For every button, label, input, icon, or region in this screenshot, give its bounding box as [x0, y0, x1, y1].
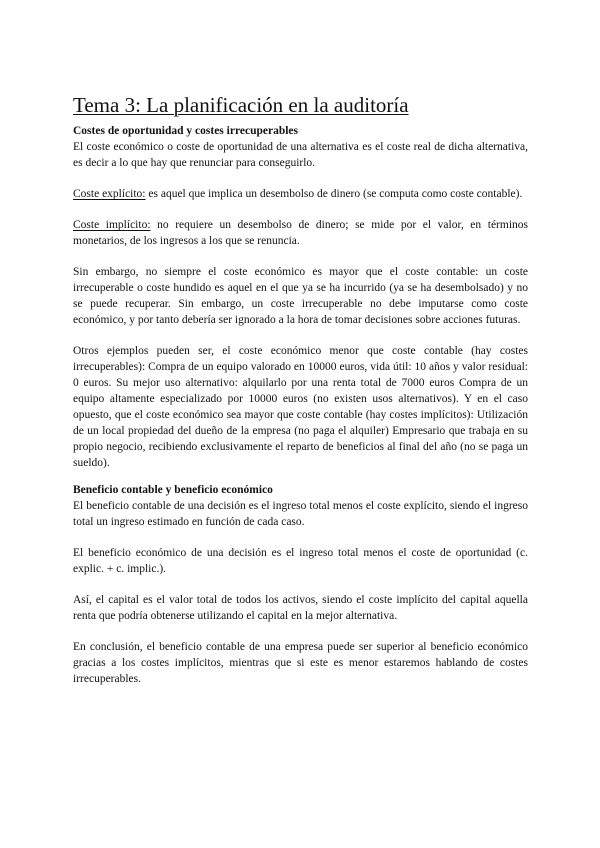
- paragraph: Otros ejemplos pueden ser, el coste económico menor que coste contable (hay costes irrecuperables): Compra de un equipo valorado en 10000 euros, vida útil: 10 años y valor residual: 0 euros. Su mejor uso alternativo: alquilarlo por una renta total de 7000 euros Compra de un equipo altamente especializado por 10000 euros (no existen usos alternativos). Y en el caso opuesto, que el coste económico sea mayor que coste contable (hay costes implícitos): Utilización de un local propiedad del dueño de la empresa (no paga el alquiler) Empresario que trabaja en su propio negocio, recibiendo exclusivamente el reparto de beneficios al final del año (no se paga un sueldo).: [73, 345, 528, 469]
- section-heading: Beneficio contable y beneficio económico: [73, 484, 273, 496]
- document-title: Tema 3: La planificación en la auditoría: [73, 93, 409, 117]
- paragraph: En conclusión, el beneficio contable de una empresa puede ser superior al beneficio económico gracias a los costes implícitos, mientras que si este es menor estaremos hablando de costes irrecuperables.: [73, 641, 528, 685]
- definition-coste-explicito: [73, 186, 528, 202]
- document-page: [73, 92, 528, 687]
- paragraph: Así, el capital es el valor total de todos los activos, siendo el coste implícito del capital aquella renta que podría obtenerse utilizando el capital en la mejor alternativa.: [73, 594, 528, 622]
- paragraph: El coste económico o coste de oportunidad de una alternativa es el coste real de dicha alternativa, es decir a lo que hay que renunciar para conseguirlo.: [73, 141, 528, 169]
- definition-term: Coste explícito:: [73, 188, 146, 200]
- definition-term: Coste implícito:: [73, 219, 151, 231]
- definition-text: es aquel que implica un desembolso de dinero (se computa como coste contable).: [145, 188, 523, 200]
- paragraph: Sin embargo, no siempre el coste económico es mayor que el coste contable: un coste irrecuperable o coste hundido es aquel en el que ya se ha incurrido (ya se ha desembolsado) y no se puede recuperar. Sin embargo, un coste irrecuperable no debe imputarse como coste económico, y por tanto debería ser ignorado a la hora de tomar decisiones sobre acciones futuras.: [73, 266, 528, 326]
- section-costes: [73, 124, 528, 471]
- definition-coste-implicito: [73, 217, 528, 249]
- definition-text: no requiere un desembolso de dinero; se mide por el valor, en términos monetarios, de los ingresos a los que se renuncia.: [73, 219, 528, 247]
- section-beneficio: [73, 483, 528, 687]
- paragraph: El beneficio contable de una decisión es el ingreso total menos el coste explícito, siendo el ingreso total un ingreso estimado en función de cada caso.: [73, 500, 528, 528]
- section-heading: Costes de oportunidad y costes irrecuperables: [73, 125, 298, 137]
- paragraph: El beneficio económico de una decisión es el ingreso total menos el coste de oportunidad (c. explic. + c. implic.).: [73, 547, 528, 575]
